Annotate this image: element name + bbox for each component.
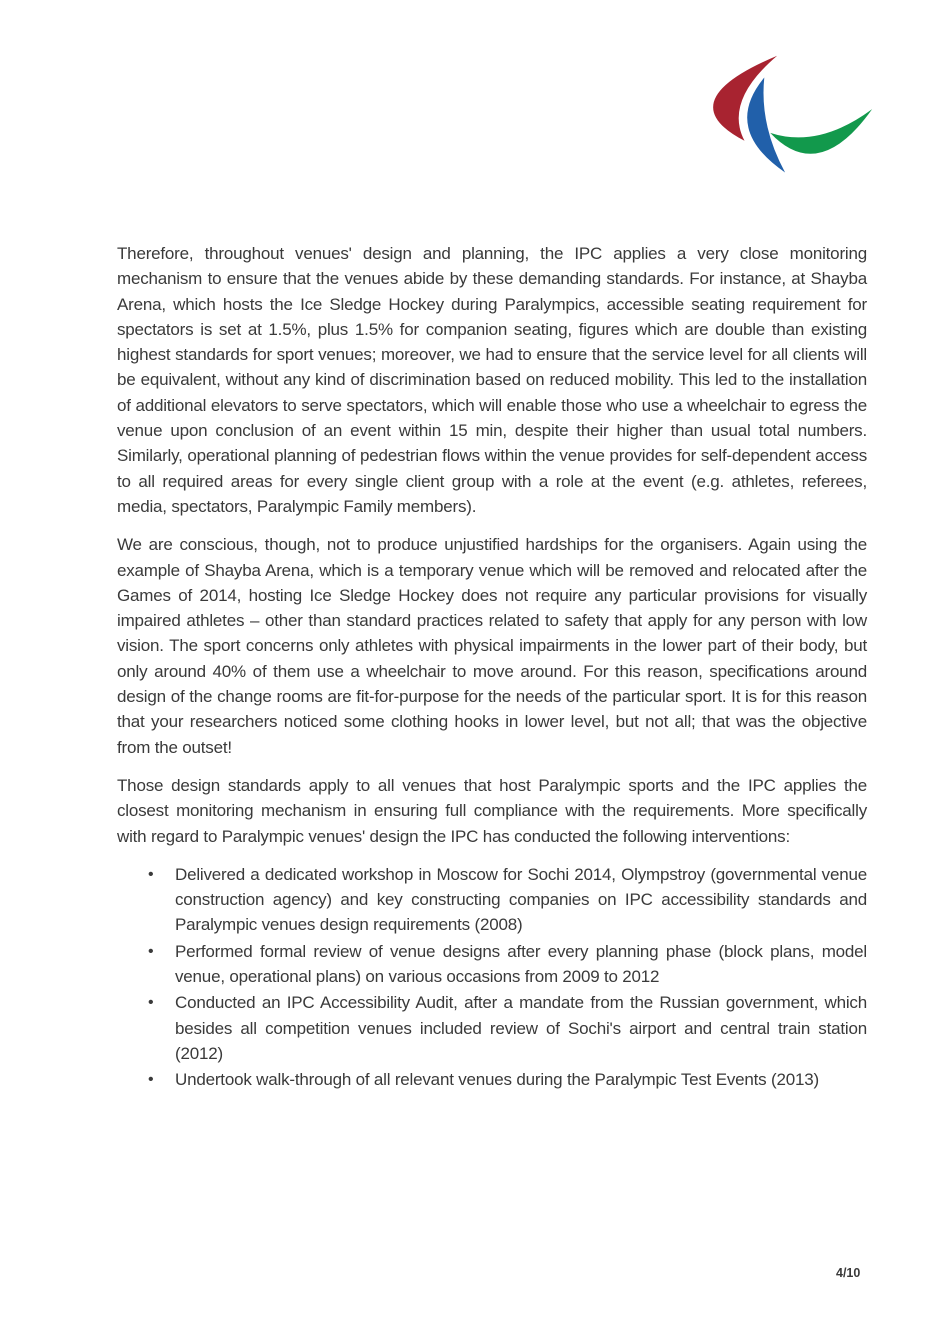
paragraph-no-unjustified-hardships: We are conscious, though, not to produce unjustified hardships for the organisers. Again using the example of Shayba Arena, which is a temporary venue which will be removed and relocated after the Games of 2014, hosting Ice Sledge Hockey does not require any particular provisions for visually impaired athletes – other than standard practices related to safety that apply for any person with low vision. The sport concerns only athletes with physical impairments in the lower part of their body, but only around 40% of them use a wheelchair to move around. For this reason, specifications around design of the change rooms are fit-for-purpose for the needs of the particular sport. It is for this reason that your researchers noticed some clothing hooks in lower level, but not all; that was the objective from the outset! — [117, 535, 867, 757]
document-body — [117, 241, 867, 1094]
agito-blue-icon — [747, 77, 785, 172]
bullet-icon: • — [148, 942, 154, 960]
list-item-text: Undertook walk-through of all relevant venues during the Paralympic Test Events (2013) — [175, 1070, 819, 1090]
list-item — [148, 939, 867, 990]
page-number: 4/10 — [836, 1266, 861, 1280]
agito-green-icon — [770, 109, 872, 154]
interventions-list — [117, 862, 867, 1093]
bullet-icon: • — [148, 865, 154, 883]
paralympic-agitos-logo — [698, 52, 886, 194]
list-item — [148, 862, 867, 938]
list-item — [148, 1067, 867, 1092]
paragraph-design-standards-interventions: Those design standards apply to all venues that host Paralympic sports and the IPC applies the closest monitoring mechanism in ensuring full compliance with the requirements. More specifically with regard to Paralympic venues' design the IPC has conducted the following interventions: — [117, 775, 867, 846]
bullet-icon: • — [148, 994, 154, 1012]
paragraph-venue-monitoring: Therefore, throughout venues' design and planning, the IPC applies a very close monitoring mechanism to ensure that the venues abide by these demanding standards. For instance, at Shayba Arena, which hosts the Ice Sledge Hockey during Paralympics, accessible seating requirement for spectators is set at 1.5%, plus 1.5% for companion seating, figures which are double than existing highest standards for sport venues; moreover, we had to ensure that the service level for all clients will be equivalent, without any kind of discrimination based on reduced mobility. This led to the installation of additional elevators to serve spectators, which will enable those who use a wheelchair to egress the venue upon conclusion of an event within 15 min, despite their higher than usual total numbers. Similarly, operational planning of pedestrian flows within the venue provides for self-dependent access to all required areas for every single client group with a role at the event (e.g. athletes, referees, media, spectators, Paralympic Family members). — [117, 244, 867, 516]
list-item-text: Conducted an IPC Accessibility Audit, after a mandate from the Russian government, which besides all competition venues included review of Sochi's airport and central train station (2012) — [175, 993, 867, 1063]
bullet-icon: • — [148, 1071, 154, 1089]
list-item — [148, 990, 867, 1066]
list-item-text: Delivered a dedicated workshop in Moscow for Sochi 2014, Olympstroy (governmental venue construction agency) and key constructing companies on IPC accessibility standards and Paralympic venues design requirements (2008) — [175, 864, 867, 935]
list-item-text: Performed formal review of venue designs after every planning phase (block plans, model venue, operational plans) on various occasions from 2009 to 2012 — [175, 941, 867, 987]
